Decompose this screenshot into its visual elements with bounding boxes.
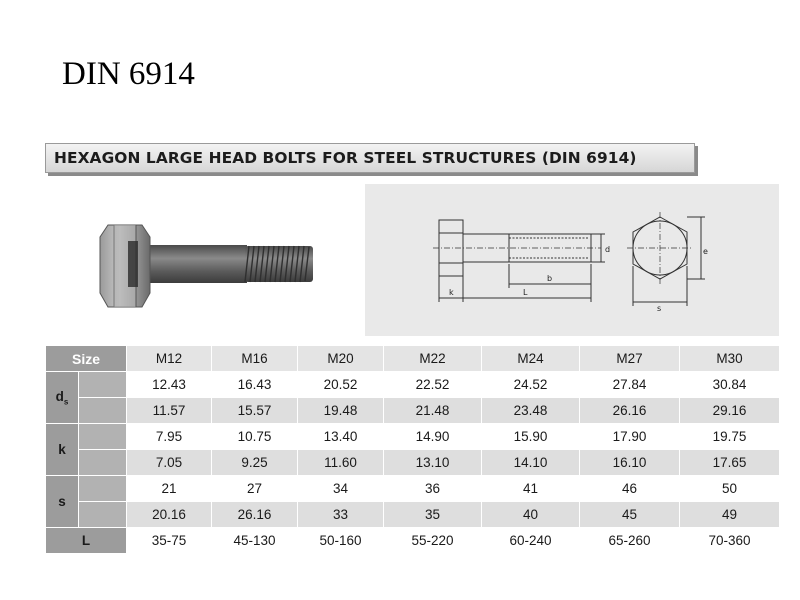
s-label: s (46, 476, 79, 528)
table-row (46, 450, 780, 476)
size-cell: M24 (482, 346, 580, 372)
k-min-cell: 11.60 (298, 450, 384, 476)
k-label: k (46, 424, 79, 476)
s-min-cell: 26.16 (212, 502, 298, 528)
bolt-head (100, 225, 150, 307)
k-min-cell: 9.25 (212, 450, 298, 476)
size-cell: M16 (212, 346, 298, 372)
label-d: d (605, 245, 611, 254)
k-min-cell: 14.10 (482, 450, 580, 476)
s-min-cell: 33 (298, 502, 384, 528)
L-cell: 60-240 (482, 528, 580, 554)
bolt-thread (245, 246, 313, 282)
s-max-cell: 21 (127, 476, 212, 502)
k-min-cell: 16.10 (580, 450, 680, 476)
s-max-cell: 27 (212, 476, 298, 502)
L-cell: 55-220 (384, 528, 482, 554)
ds-label: $d_s$ (46, 372, 79, 424)
ds-max-cell: 16.43 (212, 372, 298, 398)
k-min-cell: 7.05 (127, 450, 212, 476)
ds-min-cell: 29.16 (680, 398, 780, 424)
s-min-cell: 45 (580, 502, 680, 528)
ds-min-cell: 23.48 (482, 398, 580, 424)
L-cell: 50-160 (298, 528, 384, 554)
s-max-cell: 46 (580, 476, 680, 502)
section-banner (45, 143, 695, 173)
L-cell: 45-130 (212, 528, 298, 554)
k-max-cell: 19.75 (680, 424, 780, 450)
ds-min-cell: 11.57 (127, 398, 212, 424)
ds-max-cell: 30.84 (680, 372, 780, 398)
s-max-cell: 34 (298, 476, 384, 502)
ds-min-cell: 21.48 (384, 398, 482, 424)
ds-min-cell: 26.16 (580, 398, 680, 424)
L-cell: 70-360 (680, 528, 780, 554)
ds-min-cell: 15.57 (212, 398, 298, 424)
banner-title: HEXAGON LARGE HEAD BOLTS FOR STEEL STRUCTURES (DIN 6914) (54, 149, 637, 167)
s-min-cell: 40 (482, 502, 580, 528)
page-title: DIN 6914 (62, 56, 195, 92)
L-cell: 35-75 (127, 528, 212, 554)
k-max-cell: 15.90 (482, 424, 580, 450)
spec-table (45, 345, 780, 554)
ds-max-cell: 20.52 (298, 372, 384, 398)
s-max-cell: 41 (482, 476, 580, 502)
table-row (46, 398, 780, 424)
label-k: k (449, 288, 454, 297)
label-e: e (703, 247, 708, 256)
k-max-cell: 7.95 (127, 424, 212, 450)
k-max-cell: 14.90 (384, 424, 482, 450)
label-s: s (657, 304, 662, 313)
bolt-photo (90, 215, 320, 315)
size-cell: M22 (384, 346, 482, 372)
k-max-cell: 10.75 (212, 424, 298, 450)
bolt-shank (142, 245, 247, 283)
table-row (46, 502, 780, 528)
size-cell: M27 (580, 346, 680, 372)
table-row (46, 528, 780, 554)
s-min-cell: 35 (384, 502, 482, 528)
s-max-cell: 50 (680, 476, 780, 502)
s-min-cell: 49 (680, 502, 780, 528)
k-max-cell: 13.40 (298, 424, 384, 450)
table-row (46, 424, 780, 450)
k-max-cell: 17.90 (580, 424, 680, 450)
k-min-cell: 17.65 (680, 450, 780, 476)
size-label: Size (46, 346, 127, 372)
label-b: b (547, 274, 553, 283)
label-L: L (523, 288, 528, 297)
ds-max-cell: 24.52 (482, 372, 580, 398)
size-cell: M30 (680, 346, 780, 372)
size-cell: M20 (298, 346, 384, 372)
size-cell: M12 (127, 346, 212, 372)
s-min-cell: 20.16 (127, 502, 212, 528)
table-row (46, 372, 780, 398)
technical-drawing (365, 184, 779, 336)
L-cell: 65-260 (580, 528, 680, 554)
ds-max-cell: 12.43 (127, 372, 212, 398)
s-max-cell: 36 (384, 476, 482, 502)
ds-max-cell: 22.52 (384, 372, 482, 398)
size-row (46, 346, 780, 372)
ds-max-cell: 27.84 (580, 372, 680, 398)
L-label: L (46, 528, 127, 554)
k-min-cell: 13.10 (384, 450, 482, 476)
ds-min-cell: 19.48 (298, 398, 384, 424)
table-row (46, 476, 780, 502)
